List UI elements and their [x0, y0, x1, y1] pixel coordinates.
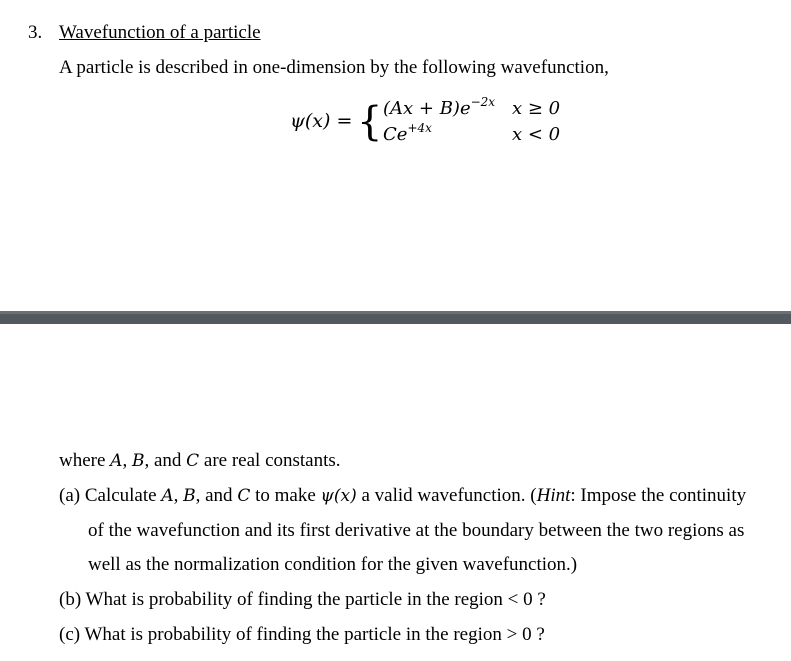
qa-and: , and: [195, 485, 238, 506]
qa-hint: Hint: [536, 485, 571, 506]
qa-psi: ψ(x): [320, 486, 357, 506]
constants-pre: where: [59, 450, 111, 471]
qa-post2: : Impose the continuity: [570, 485, 747, 506]
question-b: (b) What is probability of finding the particle in the region < 0 ?: [59, 589, 546, 610]
question-a-line-3: well as the normalization condition for the given wavefunction.): [88, 554, 578, 575]
question-a-line-1: [59, 485, 746, 507]
page-divider-highlight: [0, 311, 791, 314]
qa-mid: to make: [250, 485, 321, 506]
equation-condition-1: x ≥ 0: [512, 98, 561, 119]
question-c: (c) What is probability of finding the particle in the region > 0 ?: [59, 624, 545, 645]
qa-var-b: B: [183, 486, 196, 506]
equation-brace: {: [357, 99, 383, 145]
var-c: C: [186, 451, 200, 471]
case1-exponent: −2x: [470, 95, 496, 109]
constants-post: are real constants.: [199, 450, 341, 471]
qa-label: (a) Calculate: [59, 485, 162, 506]
equation-case-1: [383, 95, 496, 119]
var-b: B: [131, 451, 145, 471]
problem-title: Wavefunction of a particle: [59, 22, 261, 43]
equation-lhs: ψ(x) =: [290, 110, 353, 132]
equation-condition-2: x < 0: [512, 124, 561, 145]
qa-var-c: C: [237, 486, 251, 506]
case2-expression: Ce: [383, 124, 408, 145]
constants-statement: [59, 450, 341, 472]
var-a: A: [110, 451, 123, 471]
equation-case-2: [383, 121, 432, 145]
qa-var-a: A: [161, 486, 174, 506]
question-a-line-2: of the wavefunction and its first derivative at the boundary between the two regions as: [88, 520, 745, 541]
case1-expression: (Ax + B)e: [383, 98, 471, 119]
problem-number: 3.: [28, 22, 43, 43]
and-text: , and: [144, 450, 187, 471]
qa-post: a valid wavefunction. (: [356, 485, 537, 506]
problem-intro: A particle is described in one-dimension by the following wavefunction,: [59, 57, 609, 78]
case2-exponent: +4x: [407, 121, 432, 135]
comma: ,: [122, 450, 132, 471]
qa-comma: ,: [173, 485, 184, 506]
